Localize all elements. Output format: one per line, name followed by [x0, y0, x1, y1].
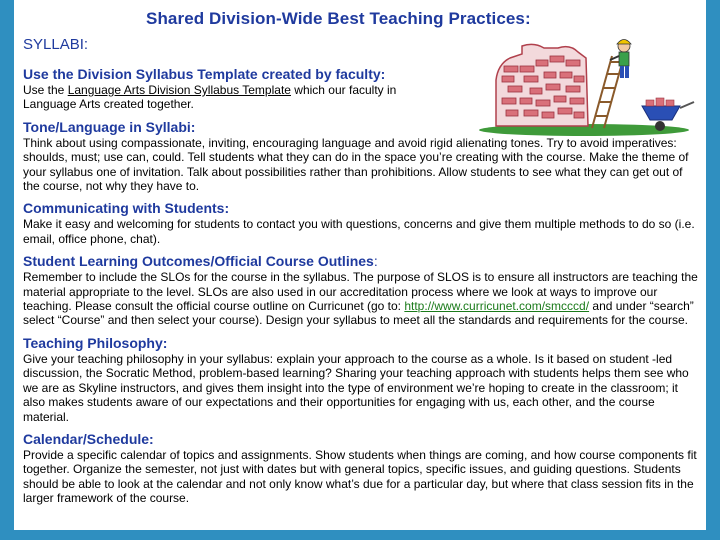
section-template: [23, 66, 699, 112]
section-tone: [23, 119, 699, 194]
body-text: and under “search” select “Course” and then select your course). Design your syllabus to meet all the standards and requirements for the course.: [23, 299, 694, 328]
section-body: [23, 270, 699, 328]
section-heading: Teaching Philosophy:: [23, 334, 168, 351]
section-heading: [23, 253, 699, 269]
section-body: Make it easy and welcoming for students to contact you with questions, concerns and give them multiple methods to do so (i.e. email, office phone, chat).: [23, 217, 695, 246]
section-heading: Calendar/Schedule:: [23, 430, 154, 447]
page-title: Shared Division-Wide Best Teaching Practices:: [146, 9, 531, 28]
section-heading: Use the Division Syllabus Template created by faculty:: [23, 66, 386, 82]
section-body: Give your teaching philosophy in your syllabus: explain your approach to the course as a whole. Is it based on student -led discussion, the Socratic Method, problem-based learning? Sharing your teaching approach with students helps them see who we are as Skyline instructors, and gives them insight into the type of environment we’re hoping to create in the classroom; it also makes students aware of our expectations and their opportunities for engaging with us, each other, and the course material.: [23, 351, 689, 424]
heading-colon: :: [373, 253, 378, 270]
content-body: [23, 66, 699, 513]
section-philosophy: [23, 335, 699, 424]
section-slo: [23, 253, 699, 328]
section-calendar: [23, 431, 699, 506]
body-text: Use the: [23, 83, 68, 97]
syllabus-template-link[interactable]: Language Arts Division Syllabus Template: [67, 83, 291, 97]
section-body: [23, 83, 453, 112]
section-communicating: [23, 200, 699, 246]
section-body: Think about using compassionate, inviting, encouraging language and avoid rigid alienating tones. Try to avoid imperatives: shoulds, must; use can, could. Tell students what they can do in the space you’re creating with the course. Make the theme of your syllabus one of invitation. Talk about possibilities rather than prohibitions. Allow students to see what they can get out of the course, not why they have to.: [23, 135, 689, 194]
syllabi-label: SYLLABI:: [23, 36, 89, 53]
body-text: which our faculty in Language Arts created together.: [23, 83, 397, 112]
section-body: Provide a specific calendar of topics and assignments. Show students when things are coming, and how course components fit together. Organize the semester, not just with dates but with general topics, specific issues, and guiding questions. Students should be able to look at the calendar and not only know what’s due for a particular day, but where that class session fits in the larger framework of the course.: [23, 447, 697, 506]
heading-text: Student Learning Outcomes/Official Course Outlines: [23, 253, 374, 270]
section-heading: Communicating with Students:: [23, 200, 230, 217]
section-heading: Tone/Language in Syllabi:: [23, 118, 196, 135]
curricunet-link[interactable]: http://www.curricunet.com/smcccd/: [404, 299, 590, 314]
body-text: Remember to include the SLOs for the course in the syllabus. The purpose of SLOS is to ensure all instructors are teaching the material appropriate to the level. SLOs are also used in our accreditation process where we look at ways to improve our teaching. Please consult the official course outline on Curricunet (go to:: [23, 270, 698, 314]
